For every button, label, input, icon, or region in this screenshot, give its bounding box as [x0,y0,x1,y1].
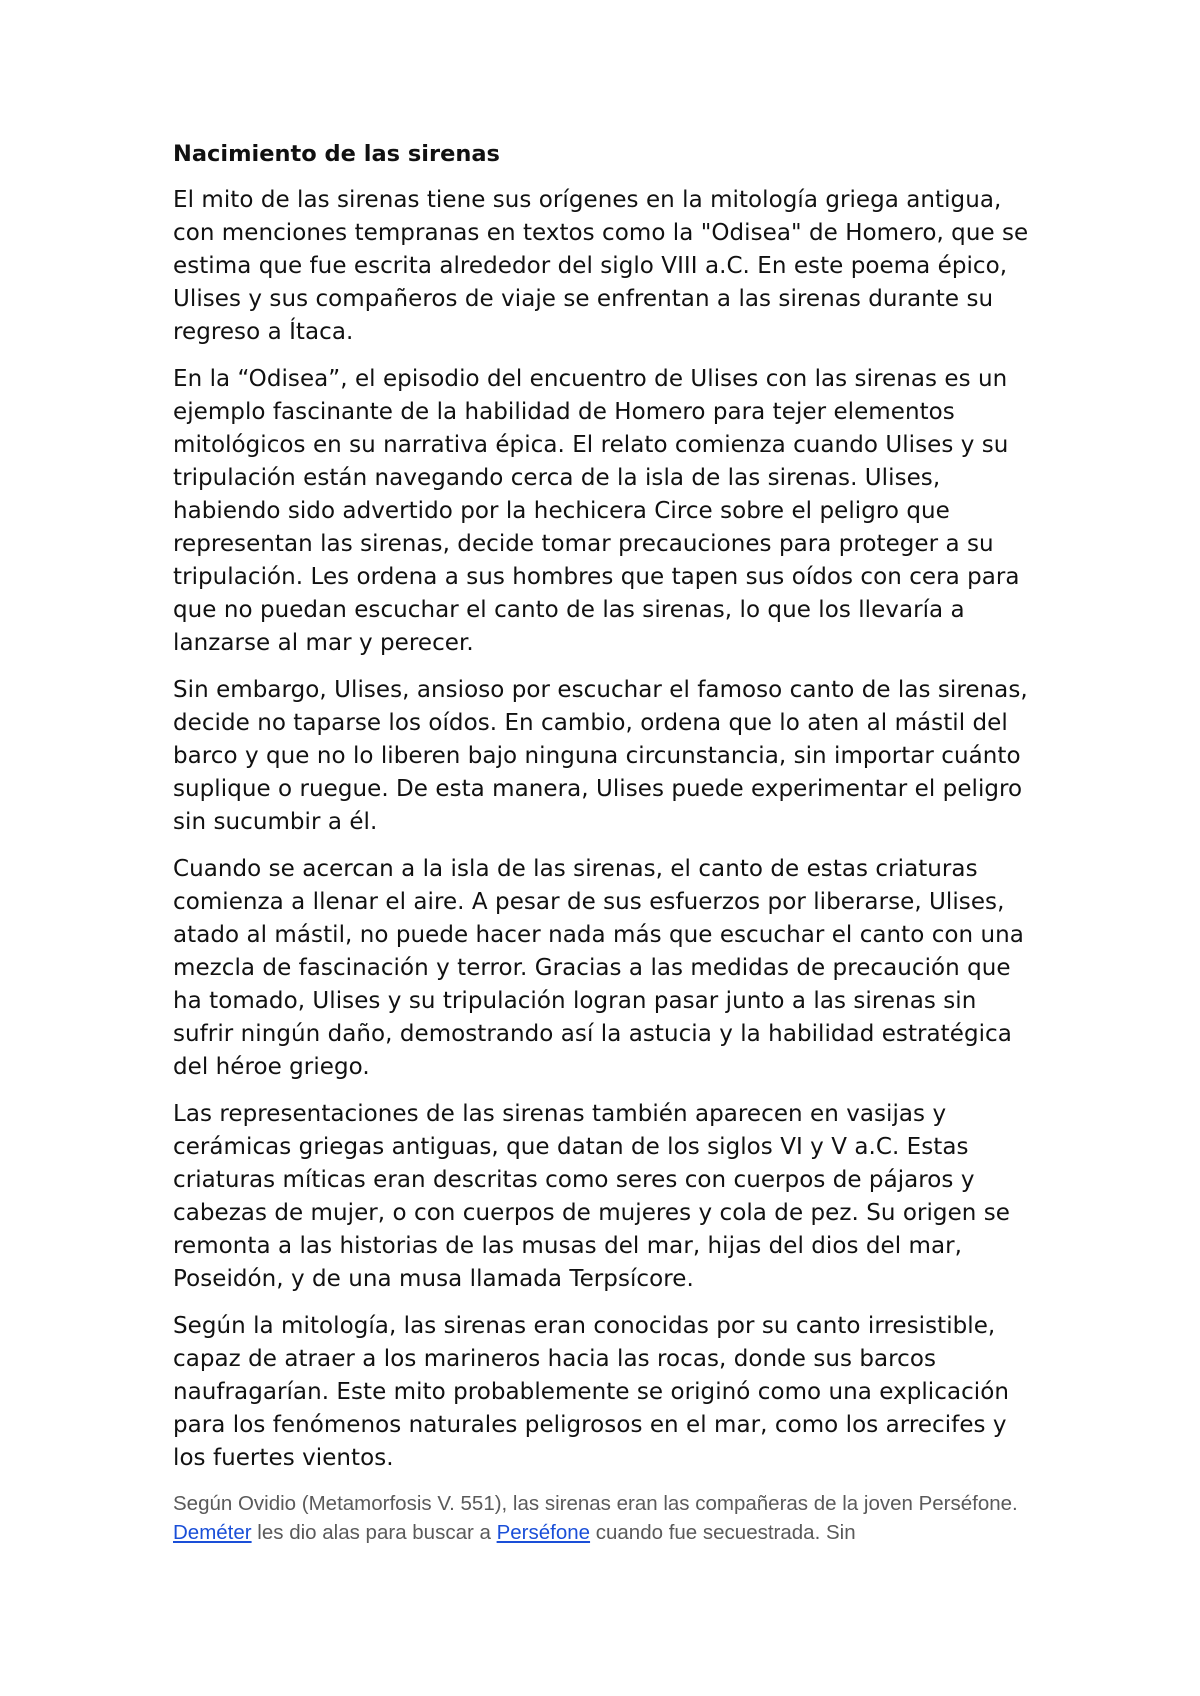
paragraph-1: El mito de las sirenas tiene sus orígenes en la mitología griega antigua, con menciones tempranas en textos como la "Odisea" de Homero, que se estima que fue escrita alrededor del siglo VIII a.C. En este poema épico, Ulises y sus compañeros de viaje se enfrentan a las sirenas durante su regreso a Ítaca. [173,187,1029,345]
demeter-link[interactable]: Deméter [173,1521,252,1544]
document-page [173,138,1043,1547]
paragraph-4: Cuando se acercan a la isla de las sirenas, el canto de estas criaturas comienza a llenar el aire. A pesar de sus esfuerzos por liberarse, Ulises, atado al mástil, no puede hacer nada más que escuchar el canto con una mezcla de fascinación y terror. Gracias a las medidas de precaución que ha tomado, Ulises y su tripulación logran pasar junto a las sirenas sin sufrir ningún daño, demostrando así la astucia y la habilidad estratégica del héroe griego. [173,856,1024,1080]
paragraph-5: Las representaciones de las sirenas también aparecen en vasijas y cerámicas griegas antiguas, que datan de los siglos VI y V a.C. Estas criaturas míticas eran descritas como seres con cuerpos de pájaros y cabezas de mujer, o con cuerpos de mujeres y cola de pez. Su origen se remonta a las historias de las musas del mar, hijas del dios del mar, Poseidón, y de una musa llamada Terpsícore. [173,1101,1010,1292]
citation-text-3: cuando fue secuestrada. Sin [590,1521,856,1544]
document-title: Nacimiento de las sirenas [173,141,500,167]
paragraph-6: Según la mitología, las sirenas eran conocidas por su canto irresistible, capaz de atraer a los marineros hacia las rocas, donde sus barcos naufragarían. Este mito probablemente se originó como una explicación para los fenómenos naturales peligrosos en el mar, como los arrecifes y los fuertes vientos. [173,1313,1009,1471]
citation-paragraph [173,1489,1043,1547]
paragraph-2: En la “Odisea”, el episodio del encuentro de Ulises con las sirenas es un ejemplo fascinante de la habilidad de Homero para tejer elementos mitológicos en su narrativa épica. El relato comienza cuando Ulises y su tripulación están navegando cerca de la isla de las sirenas. Ulises, habiendo sido advertido por la hechicera Circe sobre el peligro que representan las sirenas, decide tomar precauciones para proteger a su tripulación. Les ordena a sus hombres que tapen sus oídos con cera para que no puedan escuchar el canto de las sirenas, lo que los llevaría a lanzarse al mar y perecer. [173,366,1020,656]
persefone-link[interactable]: Perséfone [496,1521,591,1544]
citation-text-1: Según Ovidio (Metamorfosis V. 551), las sirenas eran las compañeras de la joven Perséfone. [173,1492,1018,1515]
paragraph-3: Sin embargo, Ulises, ansioso por escuchar el famoso canto de las sirenas, decide no taparse los oídos. En cambio, ordena que lo aten al mástil del barco y que no lo liberen bajo ninguna circunstancia, sin importar cuánto suplique o ruegue. De esta manera, Ulises puede experimentar el peligro sin sucumbir a él. [173,677,1028,835]
citation-text-2: les dio alas para buscar a [251,1521,497,1544]
